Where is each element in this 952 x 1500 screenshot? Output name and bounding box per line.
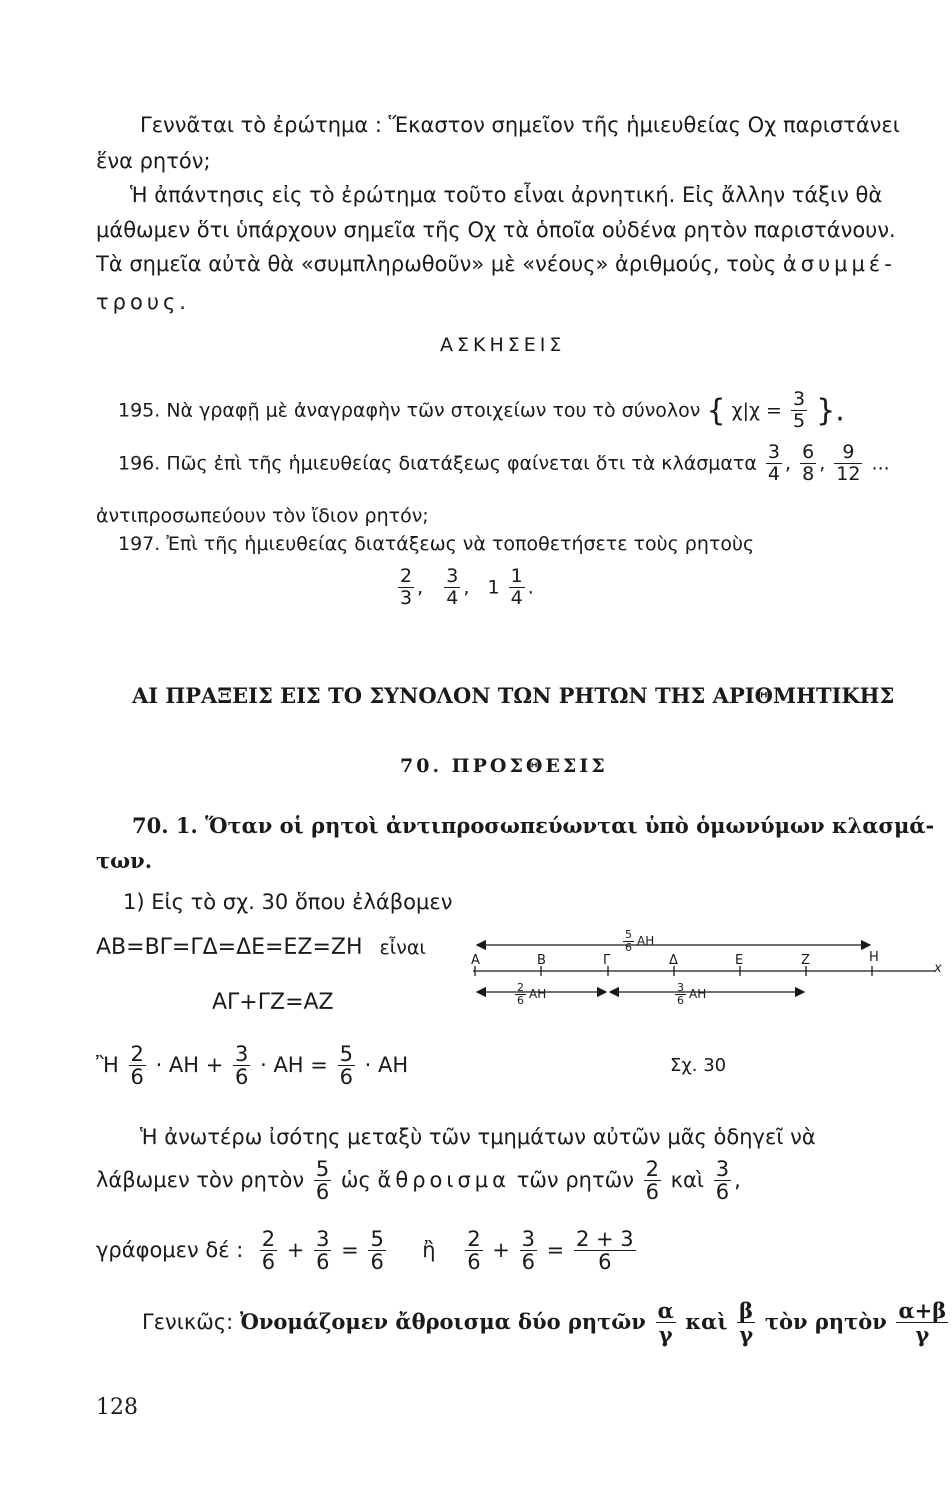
denominator: 4 <box>510 586 523 609</box>
paragraph-text: ὡς <box>340 1168 371 1193</box>
equation-segments <box>96 935 426 960</box>
denominator: 6 <box>521 1250 535 1275</box>
numerator: 3 <box>792 388 806 410</box>
label-text: ΑΗ <box>637 933 655 948</box>
emphasized-word: ἀσυμμέ- <box>782 252 896 276</box>
denominator: 5 <box>792 409 806 432</box>
numerator: 9 <box>842 441 855 463</box>
denominator: 12 <box>836 462 861 485</box>
definition-text: καὶ <box>685 1309 728 1335</box>
exercise-text: 196. Πῶς ἐπὶ τῆς ἡμιευθείας διατάξεως φαίνεται ὅτι τὰ κλάσματα <box>118 452 757 475</box>
numerator: 2 <box>130 1042 144 1066</box>
bottom-label-1 <box>512 982 546 1007</box>
set-builder: χ|χ = <box>731 399 782 422</box>
chapter-title: ΑΙ ΠΡΑΞΕΙΣ ΕΙΣ ΤΟ ΣΥΝΟΛΟΝ ΤΩΝ ΡΗΤΩΝ ΤΗΣ ΑΡΙΘΜΗΤΙΚΗΣ <box>132 683 895 708</box>
exercise-196: 196. Πῶς ἐπὶ τῆς ἡμιευθείας διατάξεως φαίνεται ὅτι τὰ κλάσματα $\frac{3}{4}$ , $\frac{6}{8}$ , $\frac{9}{12}$ ... <box>118 441 890 485</box>
denominator: 6 <box>517 993 524 1007</box>
denominator: 6 <box>261 1250 276 1275</box>
denominator: 6 <box>130 1065 144 1090</box>
top-arrow-label <box>620 929 654 954</box>
denominator: 4 <box>446 586 459 609</box>
numerator: 5 <box>339 1042 353 1066</box>
definition-line <box>142 1300 951 1346</box>
point-label: Β <box>537 953 546 968</box>
denominator: 6 <box>625 940 632 954</box>
paragraph-line <box>96 252 896 276</box>
paragraph-line: ἕνα ρητόν; <box>96 149 211 173</box>
denominator: 3 <box>400 586 413 609</box>
denominator: 6 <box>574 1250 636 1274</box>
definition-text: Ὀνομάζομεν ἄθροισμα δύο ρητῶν <box>239 1309 646 1335</box>
paragraph-line: μάθωμεν ὅτι ὑπάρχουν σημεῖα τῆς Οχ τὰ ὁποῖα οὐδένα ρητὸν παριστάνουν. <box>96 218 896 242</box>
paragraph-text: γράφομεν δέ : <box>96 1238 244 1263</box>
paragraph-text: τῶν ρητῶν <box>516 1168 634 1193</box>
numerator: 6 <box>802 441 815 463</box>
example-intro: 1) Εἰς τὸ σχ. 30 ὅπου ἐλάβομεν <box>123 890 453 914</box>
numerator: 2 <box>645 1157 659 1181</box>
denominator: 6 <box>645 1180 659 1205</box>
point-label: Δ <box>669 953 678 968</box>
equation-text: ΑΒ=ΒΓ=ΓΔ=ΔΕ=ΕΖ=ΖΗ <box>96 935 363 960</box>
numerator: β <box>739 1298 754 1323</box>
equation-sum: ΑΓ+ΓΖ=ΑΖ <box>212 990 334 1015</box>
equation-fractions <box>96 1043 408 1089</box>
section-title: 70. ΠΡΟΣΘΕΣΙΣ <box>400 755 608 777</box>
subsection-title: 70. 1. Ὅταν οἱ ρητοὶ ἀντιπροσωπεύωνται ὑπὸ ὁμωνύμων κλασμά- <box>132 813 935 838</box>
numerator: 3 <box>316 1227 330 1251</box>
numerator: 3 <box>235 1042 249 1066</box>
subsection-title-cont: των. <box>96 848 153 873</box>
denominator: 6 <box>467 1250 481 1275</box>
denominator: 6 <box>677 993 684 1007</box>
denominator: 6 <box>370 1250 384 1275</box>
punctuation: , <box>734 1168 741 1193</box>
numerator: 3 <box>715 1157 730 1181</box>
brace-close-icon: }. <box>816 393 845 429</box>
numerator: 3 <box>767 441 781 463</box>
numerator: 2 <box>261 1227 276 1251</box>
point-label: Γ <box>603 953 611 968</box>
numerator: 2 + 3 <box>575 1227 634 1251</box>
ellipsis: ... <box>871 452 890 475</box>
definition-text: τὸν ρητὸν <box>764 1309 887 1335</box>
figure-caption: Σχ. 30 <box>670 1055 727 1076</box>
numerator: 2 <box>517 981 524 994</box>
bottom-label-2 <box>672 982 706 1007</box>
denominator: 6 <box>339 1065 353 1090</box>
numerator: 3 <box>521 1227 535 1251</box>
denominator: 6 <box>235 1065 249 1090</box>
exercise-197-fractions: $\frac{2}{3}$ , $\frac{3}{4}$ , 1 $\frac{1}{4}$ . <box>400 565 534 609</box>
exercise-196-cont: ἀντιπροσωπεύουν τὸν ἴδιον ρητόν; <box>96 505 429 527</box>
numerator: 3 <box>446 565 459 587</box>
denominator: γ <box>896 1322 948 1346</box>
operator: = <box>546 1238 565 1263</box>
numerator: 1 <box>510 565 523 587</box>
denominator: 4 <box>767 462 781 485</box>
denominator: γ <box>656 1322 676 1346</box>
exercises-title: ΑΣΚΗΣΕΙΣ <box>440 334 566 356</box>
whole-part: 1 <box>487 576 500 599</box>
equation-text: Ἢ <box>96 1053 119 1078</box>
numerator: 5 <box>625 928 632 941</box>
numerator: 2 <box>400 565 413 587</box>
paragraph-text: καὶ <box>670 1168 704 1193</box>
brace-open-icon: { <box>706 393 726 429</box>
paragraph-text: Τὰ σημεῖα αὐτὰ θὰ «συμπληρωθοῦν» μὲ «νέους» ἀριθμούς, τοὺς <box>96 252 777 276</box>
numerator: α+β <box>898 1298 947 1323</box>
denominator: 6 <box>715 1180 730 1205</box>
page-number: 128 <box>96 1395 138 1420</box>
emphasized-word: ἄθροισμα <box>377 1168 510 1193</box>
numerator: 5 <box>370 1227 384 1251</box>
paragraph-line: Ἡ ἀπάντησις εἰς τὸ ἐρώτημα τοῦτο εἶναι ἀρνητική. Εἰς ἄλλην τάξιν θὰ <box>130 183 883 207</box>
equation-line <box>96 1228 639 1274</box>
numerator: 5 <box>315 1157 330 1181</box>
denominator: 6 <box>315 1180 330 1205</box>
paragraph-line <box>96 1158 741 1204</box>
paragraph-text: Γενικῶς: <box>142 1310 234 1335</box>
operator: + <box>492 1238 510 1263</box>
denominator: 6 <box>316 1250 330 1275</box>
numerator: 2 <box>467 1227 481 1251</box>
paragraph-line: τρους. <box>96 290 190 314</box>
numerator: α <box>657 1298 674 1323</box>
numerator: 3 <box>677 981 684 994</box>
exercise-197: 197. Ἐπὶ τῆς ἡμιευθείας διατάξεως νὰ τοποθετήσετε τοὺς ρητοὺς <box>118 533 755 555</box>
point-label: Η <box>869 950 879 965</box>
point-label: Ζ <box>801 953 810 968</box>
equation-tail: εἶναι <box>379 937 426 959</box>
axis-label: x <box>934 961 942 976</box>
operator: = <box>341 1238 359 1263</box>
paragraph-line: Γεννᾶται τὸ ἐρώτημα : Ἕκαστον σημεῖον τῆς ἡμιευθείας Οχ παριστάνει <box>140 113 900 137</box>
denominator: γ <box>737 1322 755 1346</box>
paragraph-text: ἢ <box>422 1238 436 1263</box>
equation-text: · ΑΗ = <box>260 1053 328 1078</box>
paragraph-text: λάβωμεν τὸν ρητὸν <box>96 1168 305 1193</box>
equation-text: · ΑΗ + <box>155 1053 224 1078</box>
exercise-text: 195. Νὰ γραφῇ μὲ ἀναγραφὴν τῶν στοιχείων του τὸ σύνολον <box>118 399 701 422</box>
paragraph-line: Ἡ ἀνωτέρω ἰσότης μεταξὺ τῶν τμημάτων αὐτῶν μᾶς ὁδηγεῖ νὰ <box>140 1125 816 1149</box>
label-text: ΑΗ <box>689 986 707 1001</box>
equation-text: · ΑΗ <box>364 1053 409 1078</box>
denominator: 8 <box>802 462 815 485</box>
exercise-195 <box>118 390 845 432</box>
operator: + <box>286 1238 305 1263</box>
label-text: ΑΗ <box>529 986 547 1001</box>
point-label: Α <box>471 953 480 968</box>
point-label: Ε <box>735 953 744 968</box>
